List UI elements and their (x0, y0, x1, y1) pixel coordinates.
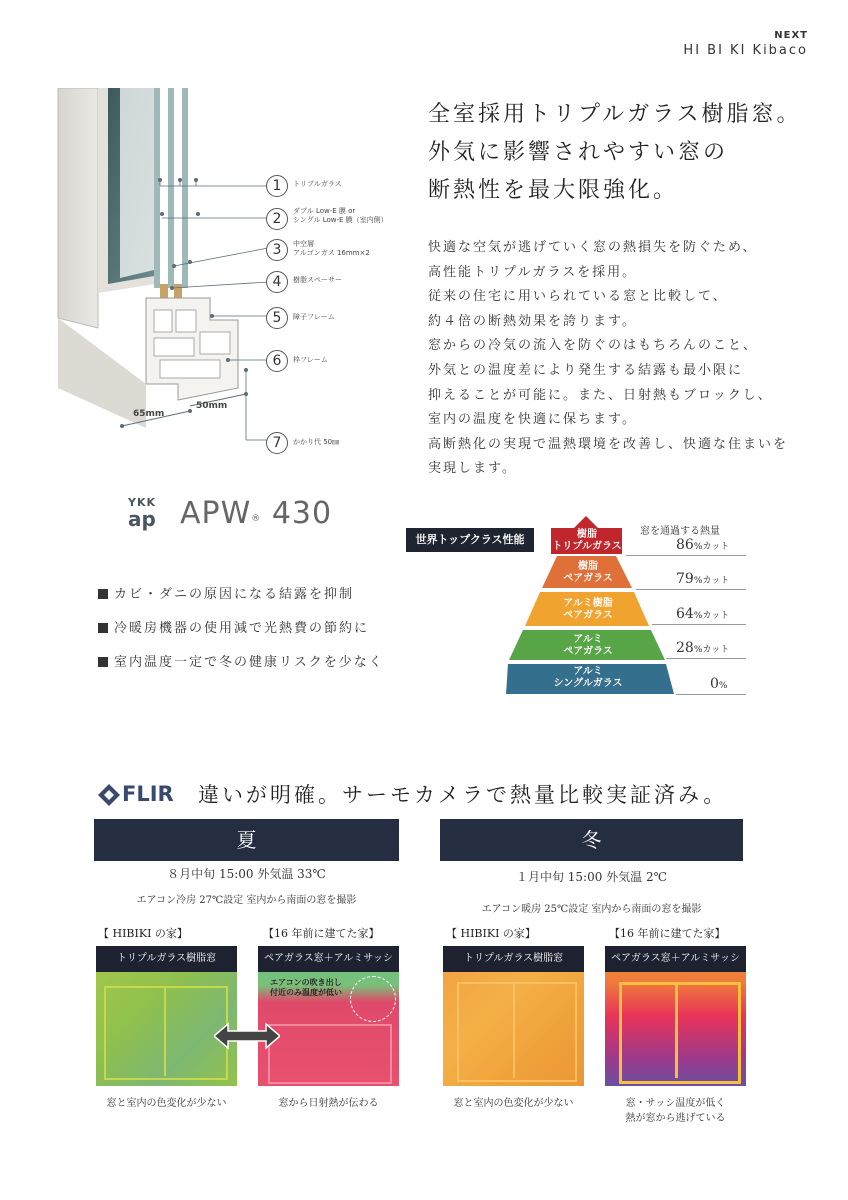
section-title: 違いが明確。サーモカメラで熱量比較実証済み。 (198, 783, 728, 807)
thermal-image-winter-old (605, 946, 746, 1086)
tier-1-label (551, 529, 623, 553)
body-line: 約４倍の断熱効果を誇ります。 (428, 313, 637, 329)
tier-5-divider (676, 694, 746, 695)
tier-2-number: 79 (676, 571, 694, 587)
flir-logo-text: FLIR (122, 782, 174, 806)
benefit-item (98, 651, 384, 685)
headline-line-3: 断熱性を最大限強化。 (428, 178, 679, 203)
body-line: 窓からの冷気の流入を防ぐのはもちろんのこと、 (428, 338, 759, 354)
window-outline (457, 982, 577, 1082)
callout-2-line-2: シングル Low-E 膜（室内側） (293, 216, 388, 224)
dimension-50: 50mm (196, 401, 228, 411)
callout-2-number: 2 (266, 208, 288, 230)
registered-mark: ® (251, 514, 262, 524)
bullet-square-icon (98, 657, 108, 667)
tier-5-suffix: % (718, 681, 728, 691)
tier-3-label-line: アルミ樹脂 (563, 598, 613, 609)
winter-setting: エアコン暖房 25℃設定 室内から南面の窓を撮影 (481, 904, 702, 915)
tier-4-label (538, 634, 638, 658)
winter-house-a: 【 HIBIKI の家】 (446, 927, 536, 940)
callout-3-text (293, 240, 370, 258)
bullet-square-icon (98, 589, 108, 599)
tier-3-label (538, 598, 638, 622)
callout-3-number: 3 (266, 239, 288, 261)
caption-line: 熱が窓から逃げている (625, 1113, 726, 1124)
annotation (270, 978, 342, 998)
body-line: 快適な空気が逃げていく窓の熱損失を防ぐため、 (428, 240, 758, 255)
tier-1-suffix: %カット (693, 542, 730, 552)
tier-3-label-line: ペアガラス (563, 610, 613, 621)
window-outline (268, 1024, 392, 1084)
summer-house-a: 【 HIBIKI の家】 (98, 927, 188, 940)
summer-caption-a: 窓と室内の色変化が少ない (106, 1098, 227, 1109)
callout-2-text (293, 207, 388, 225)
winter-caption-a: 窓と室内の色変化が少ない (453, 1098, 574, 1109)
window-mullion (675, 982, 678, 1078)
callout-1-text: トリプルガラス (293, 180, 342, 188)
callout-2-line-1: ダブル Low-E 膜 or (293, 207, 356, 215)
ykk-logo-top: YKK (128, 496, 157, 509)
callout-7-text: かかり代 50㎜ (293, 438, 340, 446)
headline-line-2: 外気に影響されやすい窓の (428, 140, 729, 165)
tier-3-divider (652, 624, 746, 625)
window-mullion (513, 982, 515, 1078)
benefit-item (98, 583, 384, 617)
product-series: APW (180, 496, 252, 531)
headline-line-1: 全室採用トリプルガラス樹脂窓。 (428, 102, 802, 127)
tier-2-label-line: 樹脂 (578, 561, 598, 572)
tier-3-number: 64 (676, 606, 694, 622)
tier-1-label-line: トリプルガラス (552, 541, 622, 552)
benefit-list (98, 583, 384, 685)
tier-4-label-line: アルミ (573, 634, 603, 645)
thermal-image-summer-old (258, 946, 399, 1086)
product-name (180, 496, 332, 531)
body-line: 従来の住宅に用いられている窓と比較して、 (428, 289, 728, 305)
tier-4-divider (666, 658, 746, 659)
brand-logo (683, 30, 808, 58)
callout-7-number: 7 (266, 432, 288, 454)
winter-header: 冬 (440, 819, 743, 861)
panel-label: ペアガラス窓＋アルミサッシ (258, 946, 399, 972)
winter-condition: １月中旬 15:00 外気温 2℃ (515, 870, 668, 884)
product-number: 430 (271, 496, 333, 531)
callout-4-text: 樹脂スペーサー (293, 276, 342, 284)
tier-4-suffix: %カット (693, 645, 730, 655)
flir-logo (98, 782, 182, 808)
panel-label: トリプルガラス樹脂窓 (96, 946, 237, 972)
annotation-line: エアコンの吹き出し (270, 978, 342, 987)
winter-house-b: 【16 年前に建てた家】 (609, 927, 726, 940)
body-line: 抑えることが可能に。また、日射熱もブロックし、 (428, 387, 773, 403)
callout-5-text: 障子フレーム (293, 313, 335, 321)
panel-label: ペアガラス窓＋アルミサッシ (605, 946, 746, 972)
tier-4-value (676, 640, 729, 656)
panel-label: トリプルガラス樹脂窓 (443, 946, 584, 972)
winter-caption-b (605, 1096, 746, 1126)
ykk-logo-bottom: ap (128, 507, 156, 531)
caption-line: 窓・サッシ温度が低く (625, 1098, 726, 1109)
tier-1-value (676, 537, 729, 553)
callout-5-number: 5 (266, 307, 288, 329)
summer-house-b: 【16 年前に建てた家】 (263, 927, 380, 940)
window-mullion (164, 986, 166, 1076)
headline (428, 96, 801, 210)
compare-arrow-icon (214, 1022, 280, 1050)
ykk-ap-logo (128, 497, 172, 529)
tier-1-divider (626, 555, 746, 556)
tier-2-label-line: ペアガラス (563, 573, 613, 584)
body-line: 室内の温度を快適に保ちます。 (428, 412, 637, 428)
tier-4-label-line: ペアガラス (563, 646, 613, 657)
body-line: 外気との温度差により発生する結露も最小限に (428, 362, 744, 378)
callout-leaders (150, 170, 270, 450)
callout-4-number: 4 (266, 271, 288, 293)
benefit-text: 冷暖房機器の使用減で光熱費の節約に (114, 621, 370, 636)
callout-3-line-1: 中空層 (293, 240, 314, 248)
body-line: 高性能トリプルガラスを採用。 (428, 264, 638, 280)
summer-header: 夏 (94, 819, 399, 861)
tier-2-suffix: %カット (693, 576, 730, 586)
body-text (428, 236, 818, 482)
window-outline (104, 986, 228, 1080)
callout-3-line-2: アルゴンガス 16mm×2 (293, 249, 370, 257)
annotation-line: 付近のみ温度が低い (270, 988, 342, 997)
top-class-badge: 世界トップクラス性能 (406, 528, 534, 552)
thermal-image-summer-hibiki (96, 946, 237, 1086)
tier-5-value (710, 676, 727, 692)
flir-diamond-icon (98, 784, 120, 806)
summer-setting: エアコン冷房 27℃設定 室内から南面の窓を撮影 (136, 895, 357, 906)
window-outline (619, 982, 741, 1084)
thermal-image-winter-hibiki (443, 946, 584, 1086)
tier-3-suffix: %カット (693, 611, 730, 621)
tier-1-label-line: 樹脂 (577, 529, 597, 540)
tier-2-value (676, 571, 729, 587)
tier-1-number: 86 (676, 537, 694, 553)
callout-6-number: 6 (266, 350, 288, 372)
tier-2-label (543, 561, 633, 585)
tier-5-number: 0 (710, 676, 719, 692)
brand-next: NEXT (774, 30, 808, 41)
callout-1-number: 1 (266, 175, 288, 197)
summer-condition: ８月中旬 15:00 外気温 33℃ (167, 867, 326, 881)
tier-4-number: 28 (676, 640, 694, 656)
body-line: 実現します。 (428, 461, 517, 477)
body-line: 高断熱化の実現で温熱環境を改善し、快適な住まいを (428, 436, 789, 452)
bullet-square-icon (98, 623, 108, 633)
tier-5-label-line: アルミ (573, 666, 603, 677)
tier-5-label (538, 666, 638, 690)
callout-6-text: 枠フレーム (293, 356, 328, 364)
brand-name: HI BI KI Kibaco (683, 43, 808, 58)
benefit-text: 室内温度一定で冬の健康リスクを少なく (114, 655, 384, 670)
tier-5-label-line: シングルガラス (553, 678, 623, 689)
summer-caption-b: 窓から日射熱が伝わる (278, 1098, 379, 1109)
tier-3-value (676, 606, 729, 622)
benefit-item (98, 617, 384, 651)
highlight-circle (350, 976, 396, 1022)
dimension-65: 65mm (133, 409, 165, 419)
pyramid-header: 窓を通過する熱量 (640, 526, 720, 537)
benefit-text: カビ・ダニの原因になる結露を抑制 (114, 587, 355, 602)
tier-2-divider (636, 589, 746, 590)
